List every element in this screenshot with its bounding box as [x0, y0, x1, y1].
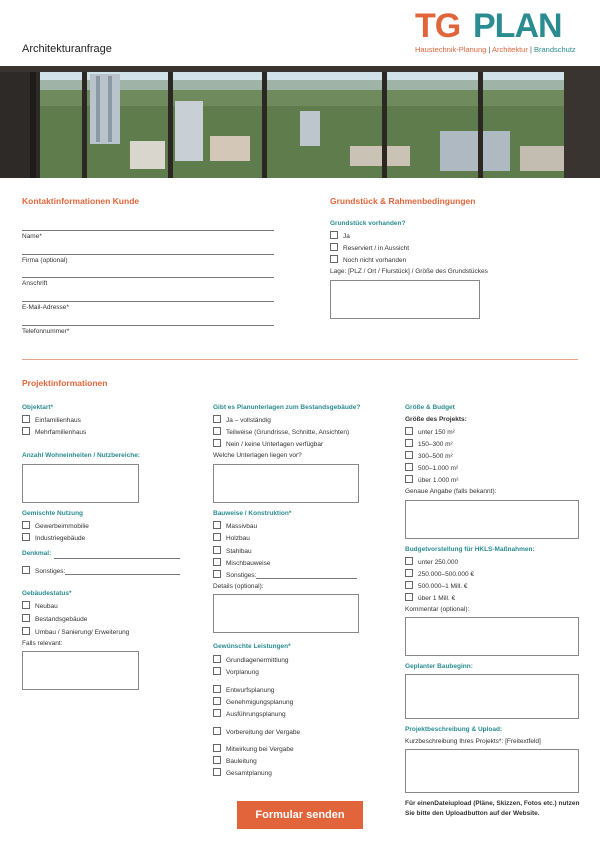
beschreibung-textarea[interactable] — [405, 749, 579, 793]
budget-textarea[interactable] — [405, 617, 579, 656]
leistung-genehmigungsplanung[interactable]: Genehmigungsplanung — [213, 697, 293, 707]
objektart-mehrfamilienhaus[interactable]: Mehrfamilienhaus — [22, 427, 86, 437]
leistung-vorbereitung-vergabe[interactable]: Vorbereitung der Vergabe — [213, 727, 300, 737]
status-textarea[interactable] — [22, 651, 139, 690]
objektart-einfamilienhaus[interactable]: Einfamilienhaus — [22, 415, 81, 425]
baubeginn-textarea[interactable] — [405, 674, 579, 719]
leistung-vorplanung[interactable]: Vorplanung — [213, 667, 259, 677]
bauweise-stahlbau[interactable]: Stahlbau — [213, 546, 252, 556]
property-location-textarea[interactable] — [330, 280, 480, 319]
phone-label: Telefonnummer* — [22, 328, 70, 335]
leistung-gesamtplanung[interactable]: Gesamtplanung — [213, 768, 272, 778]
gemischt-gewerbe[interactable]: Gewerbeimmobilie — [22, 521, 89, 531]
budget-500000-1mill[interactable]: 500.000–1 Mill. € — [405, 581, 468, 591]
objektart-title: Objektart* — [22, 404, 54, 411]
budget-ueber-1mill[interactable]: über 1 Mill. € — [405, 593, 455, 603]
email-input-line[interactable] — [22, 301, 274, 302]
name-label: Name* — [22, 233, 42, 240]
bauweise-mischbauweise[interactable]: Mischbauweise — [213, 558, 270, 568]
logo-tagline: Haustechnik-Planung | Architektur | Brandschutz — [415, 45, 576, 54]
leistung-entwurfsplanung[interactable]: Entwurfsplanung — [213, 685, 274, 695]
company-label: Firma (optional) — [22, 257, 68, 264]
property-option-reserved[interactable]: Reserviert / in Aussicht — [330, 243, 409, 253]
address-label: Anschrift — [22, 280, 48, 287]
property-question: Grundstück vorhanden? — [330, 220, 406, 227]
email-label: E-Mail-Adresse* — [22, 304, 69, 311]
groesse-500-1000[interactable]: 500–1.000 m² — [405, 463, 458, 473]
contact-section-title: Kontaktinformationen Kunde — [22, 196, 140, 206]
wohneinheiten-textarea[interactable] — [22, 464, 139, 503]
logo-tg: TG — [415, 7, 461, 45]
groesse-ueber-1000[interactable]: über 1.000 m² — [405, 475, 458, 485]
property-section-title: Grundstück & Rahmenbedingungen — [330, 196, 476, 206]
upload-note: Für einenDateiupload (Pläne, Skizzen, Fotos etc.) nutzen Sie bitte den Uploadbutton auf der Website. — [405, 800, 580, 817]
sonstiges-nutzung-line[interactable] — [65, 574, 180, 575]
project-section-title: Projektinformationen — [22, 378, 108, 388]
property-option-none[interactable]: Noch nicht vorhanden — [330, 255, 406, 265]
section-divider — [22, 359, 578, 360]
plaene-teilweise[interactable]: Teilweise (Grundrisse, Schnitte, Ansichten) — [213, 427, 349, 437]
bauweise-sonstiges-line[interactable] — [256, 578, 357, 579]
plaene-textarea[interactable] — [213, 464, 359, 503]
leistung-bauleitung[interactable]: Bauleitung — [213, 756, 257, 766]
logo-plan: PLAN — [473, 7, 562, 45]
header-banner-image — [0, 66, 600, 178]
bauweise-title: Bauweise / Konstruktion* — [213, 510, 292, 517]
budget-unter-250000[interactable]: unter 250.000 — [405, 557, 458, 567]
baubeginn-title: Geplanter Baubeginn: — [405, 663, 473, 670]
plaene-ja[interactable]: Ja – vollständig — [213, 415, 271, 425]
bauweise-massivbau[interactable]: Massivbau — [213, 521, 257, 531]
plaene-title: Gibt es Planunterlagen zum Bestandsgebäude? — [213, 404, 361, 411]
name-input-line[interactable] — [22, 230, 274, 231]
beschreibung-label: Kurzbeschreibung Ihres Projekts*: [Freitextfeld] — [405, 738, 541, 745]
property-location-label: Lage: [PLZ / Ort / Flurstück] / Größe des Grundstückes — [330, 268, 488, 275]
bauweise-holzbau[interactable]: Holzbau — [213, 533, 250, 543]
leistung-ausfuehrungsplanung[interactable]: Ausführungsplanung — [213, 709, 286, 719]
gemischt-industrie[interactable]: Industriegebäude — [22, 533, 85, 543]
leistung-mitwirkung-vergabe[interactable]: Mitwirkung bei Vergabe — [213, 744, 294, 754]
sonstiges-nutzung-checkbox[interactable]: Sonstiges: — [22, 566, 65, 576]
denkmal-input-line[interactable] — [54, 558, 180, 559]
page-title: Architekturanfrage — [22, 43, 112, 55]
wohneinheiten-title: Anzahl Wohneinheiten / Nutzbereiche: — [22, 452, 140, 459]
groesse-subtitle: Größe des Projekts: — [405, 416, 467, 423]
budget-kommentar-label: Kommentar (optional): — [405, 606, 470, 613]
property-option-yes[interactable]: Ja — [330, 231, 350, 241]
status-bestand[interactable]: Bestandsgebäude — [22, 614, 87, 624]
status-neubau[interactable]: Neubau — [22, 601, 58, 611]
bauweise-sonstiges[interactable]: Sonstiges: — [213, 570, 256, 580]
groesse-300-500[interactable]: 300–500 m² — [405, 451, 453, 461]
groesse-textarea[interactable] — [405, 500, 579, 539]
submit-form-button[interactable]: Formular senden — [237, 801, 363, 829]
groesse-unter-150[interactable]: unter 150 m² — [405, 427, 455, 437]
status-falls-label: Falls relevant: — [22, 640, 63, 647]
groesse-genaue-label: Genaue Angabe (falls bekannt): — [405, 488, 497, 495]
groesse-title: Größe & Budget — [405, 404, 455, 411]
phone-input-line[interactable] — [22, 325, 274, 326]
groesse-150-300[interactable]: 150–300 m² — [405, 439, 453, 449]
denkmal-title: Denkmal: — [22, 550, 52, 557]
company-input-line[interactable] — [22, 254, 274, 255]
status-title: Gebäudestatus* — [22, 590, 72, 597]
bauweise-details-label: Details (optional): — [213, 583, 264, 590]
plaene-nein[interactable]: Nein / keine Unterlagen verfügbar — [213, 439, 323, 449]
address-input-line[interactable] — [22, 277, 274, 278]
plaene-welche-label: Welche Unterlagen liegen vor? — [213, 452, 302, 459]
bauweise-textarea[interactable] — [213, 594, 359, 633]
budget-title: Budgetvorstellung für HKLS-Maßnahmen: — [405, 546, 535, 553]
beschreibung-title: Projektbeschreibung & Upload: — [405, 726, 503, 733]
status-umbau[interactable]: Umbau / Sanierung/ Erweiterung — [22, 627, 129, 637]
leistung-grundlagenermittlung[interactable]: Grundlagenermittlung — [213, 655, 289, 665]
budget-250000-500000[interactable]: 250.000–500.000 € — [405, 569, 474, 579]
gemischt-title: Gemischte Nutzung — [22, 510, 84, 517]
tgplan-logo — [415, 9, 580, 59]
leistungen-title: Gewünschte Leistungen* — [213, 643, 291, 650]
